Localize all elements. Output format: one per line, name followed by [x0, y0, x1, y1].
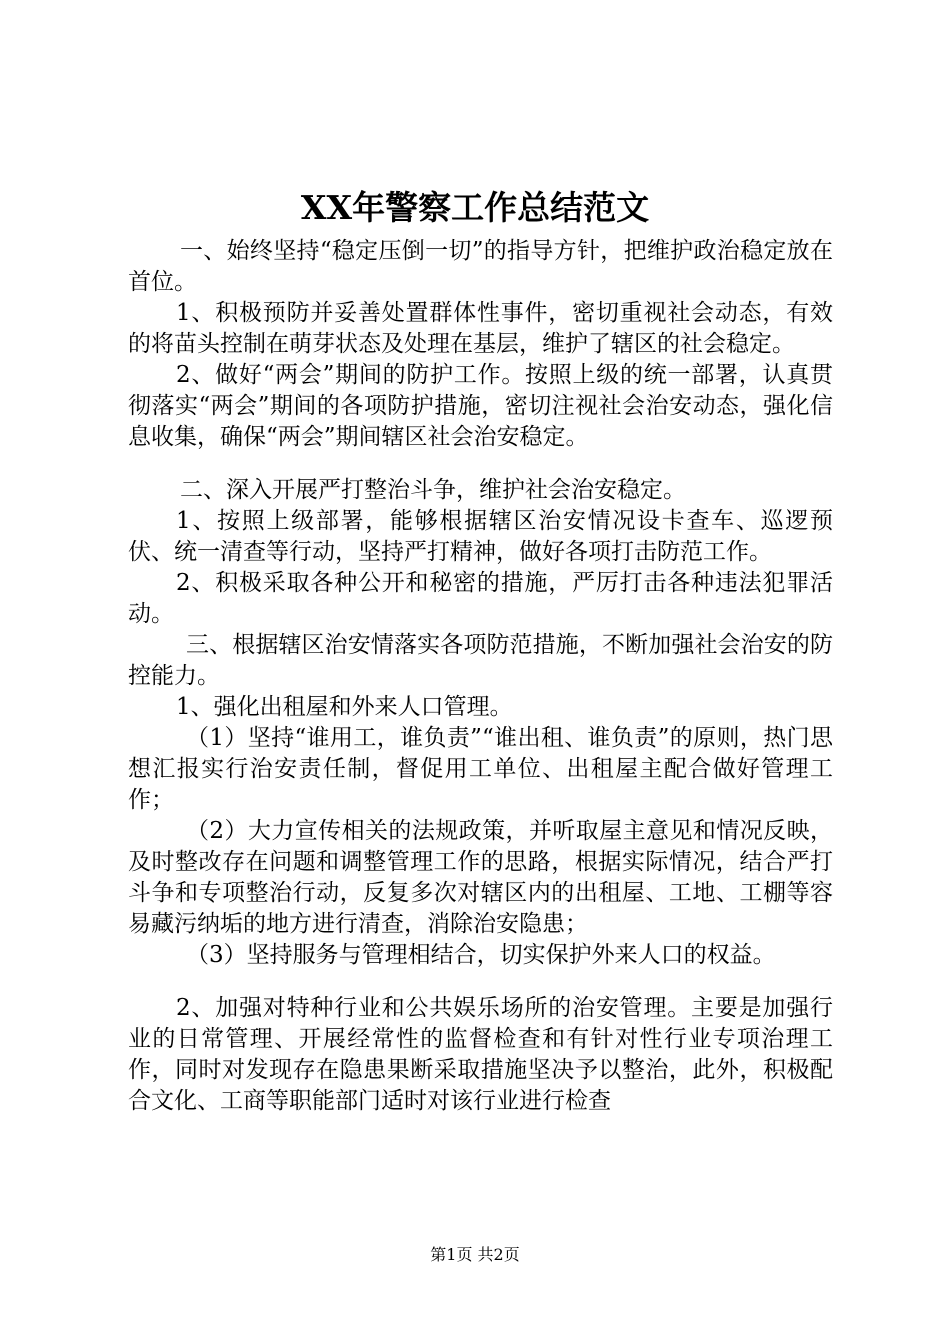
paragraph-3-1: 1、强化出租屋和外来人口管理。 [176, 694, 513, 720]
paragraph-3-1-item-1: （1）坚持“谁用工，谁负责”“谁出租、谁负责”的原则，热门思想汇报实行治安责任制，督促用工单位、出租屋主配合做好管理工作； [128, 725, 833, 813]
paragraph-1-2: 2、做好“两会”期间的防护工作。按照上级的统一部署，认真贯彻落实“两会”期间的各项防护措施，密切注视社会治安动态，强化信息收集，确保“两会”期间辖区社会治安稳定。 [128, 362, 833, 450]
paragraph-section-1: 一、始终坚持“稳定压倒一切”的指导方针，把维护政治稳定放在首位。 [128, 238, 833, 295]
paragraph-section-2: 二、深入开展严打整治斗争，维护社会治安稳定。 [180, 477, 686, 503]
document-body [128, 236, 833, 1117]
paragraph-1-1: 1、积极预防并妥善处置群体性事件，密切重视社会动态，有效的将苗头控制在萌芽状态及处理在基层，维护了辖区的社会稳定。 [128, 300, 833, 357]
paragraph-2-2: 2、积极采取各种公开和秘密的措施，严厉打击各种违法犯罪活动。 [128, 570, 833, 627]
paragraph-section-3: 三、根据辖区治安情落实各项防范措施，不断加强社会治安的防控能力。 [128, 632, 833, 689]
paragraph-3-2: 2、加强对特种行业和公共娱乐场所的治安管理。主要是加强行业的日常管理、开展经常性的监督检查和有针对性行业专项治理工作，同时对发现存在隐患果断采取措施坚决予以整治，此外，积极配合文化、工商等职能部门适时对该行业进行检查 [128, 995, 833, 1114]
paragraph-2-1: 1、按照上级部署，能够根据辖区治安情况设卡查车、巡逻预伏、统一清查等行动，坚持严打精神，做好各项打击防范工作。 [128, 508, 833, 565]
document-title: XX年警察工作总结范文 [300, 188, 650, 227]
paragraph-3-1-item-3: （3）坚持服务与管理相结合，切实保护外来人口的权益。 [186, 942, 776, 968]
paragraph-3-1-item-2: （2）大力宣传相关的法规政策，并听取屋主意见和情况反映，及时整改存在问题和调整管理工作的思路，根据实际情况，结合严打斗争和专项整治行动，反复多次对辖区内的出租屋、工地、工棚等容易藏污纳垢的地方进行清查，消除治安隐患； [128, 818, 833, 937]
page-footer: 第1页 共2页 [430, 1245, 520, 1264]
